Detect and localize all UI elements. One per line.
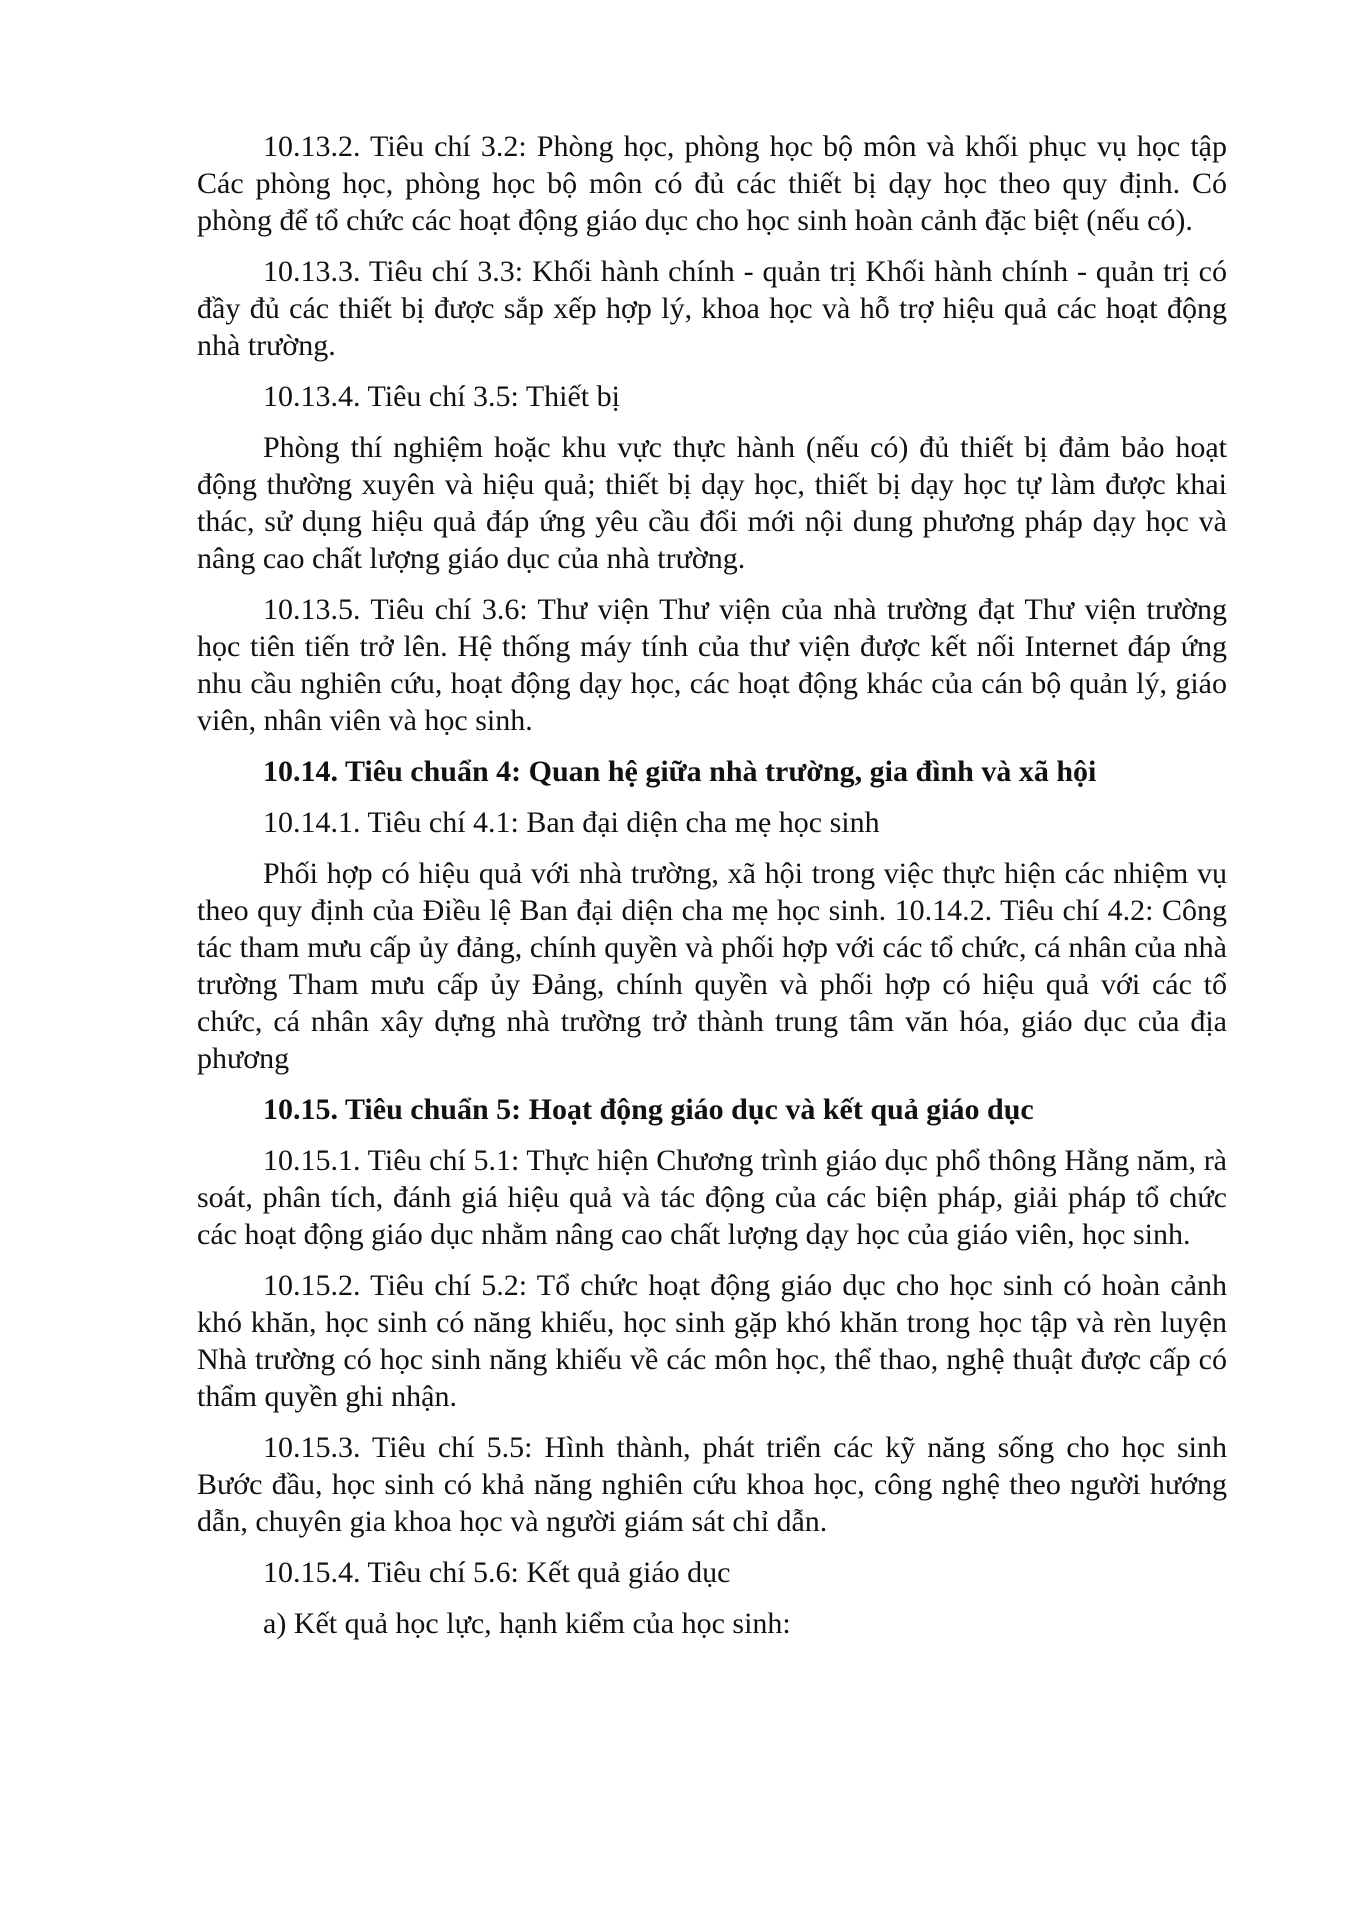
paragraph-10-15-3: 10.15.3. Tiêu chí 5.5: Hình thành, phát triển các kỹ năng sống cho học sinh Bước đầu, học sinh có khả năng nghiên cứu khoa học, công nghệ theo người hướng dẫn, chuyên gia khoa học và người giám sát chỉ dẫn.: [197, 1431, 1227, 1538]
paragraph-10-13-2: 10.13.2. Tiêu chí 3.2: Phòng học, phòng học bộ môn và khối phục vụ học tập Các phòng học, phòng học bộ môn có đủ các thiết bị dạy học theo quy định. Có phòng để tổ chức các hoạt động giáo dục cho học sinh hoàn cảnh đặc biệt (nếu có).: [197, 130, 1227, 237]
paragraph-10-15-1: 10.15.1. Tiêu chí 5.1: Thực hiện Chương trình giáo dục phổ thông Hằng năm, rà soát, phân tích, đánh giá hiệu quả và tác động của các biện pháp, giải pháp tổ chức các hoạt động giáo dục nhằm nâng cao chất lượng dạy học của giáo viên, học sinh.: [197, 1144, 1227, 1251]
paragraph-10-13-5: 10.13.5. Tiêu chí 3.6: Thư viện Thư viện của nhà trường đạt Thư viện trường học tiên tiến trở lên. Hệ thống máy tính của thư viện được kết nối Internet đáp ứng nhu cầu nghiên cứu, hoạt động dạy học, các hoạt động khác của cán bộ quản lý, giáo viên, nhân viên và học sinh.: [197, 593, 1227, 737]
paragraph-coordination: Phối hợp có hiệu quả với nhà trường, xã hội trong việc thực hiện các nhiệm vụ theo quy định của Điều lệ Ban đại diện cha mẹ học sinh. 10.14.2. Tiêu chí 4.2: Công tác tham mưu cấp ủy đảng, chính quyền và phối hợp với các tổ chức, cá nhân của nhà trường Tham mưu cấp ủy Đảng, chính quyền và phối hợp có hiệu quả với các tổ chức, cá nhân xây dựng nhà trường trở thành trung tâm văn hóa, giáo dục của địa phương: [197, 857, 1227, 1075]
paragraph-10-14-1: 10.14.1. Tiêu chí 4.1: Ban đại diện cha mẹ học sinh: [263, 806, 880, 839]
paragraph-10-13-3: 10.13.3. Tiêu chí 3.3: Khối hành chính - quản trị Khối hành chính - quản trị có đầy đủ các thiết bị được sắp xếp hợp lý, khoa học và hỗ trợ hiệu quả các hoạt động nhà trường.: [197, 255, 1227, 362]
paragraph-10-15-2: 10.15.2. Tiêu chí 5.2: Tổ chức hoạt động giáo dục cho học sinh có hoàn cảnh khó khăn, học sinh có năng khiếu, học sinh gặp khó khăn trong học tập và rèn luyện Nhà trường có học sinh năng khiếu về các môn học, thể thao, nghệ thuật được cấp có thẩm quyền ghi nhận.: [197, 1269, 1227, 1413]
paragraph-10-13-4: 10.13.4. Tiêu chí 3.5: Thiết bị: [263, 380, 620, 413]
paragraph-10-15-4: 10.15.4. Tiêu chí 5.6: Kết quả giáo dục: [263, 1556, 731, 1589]
paragraph-equipment: Phòng thí nghiệm hoặc khu vực thực hành (nếu có) đủ thiết bị đảm bảo hoạt động thường xuyên và hiệu quả; thiết bị dạy học, thiết bị dạy học tự làm được khai thác, sử dụng hiệu quả đáp ứng yêu cầu đổi mới nội dung phương pháp dạy học và nâng cao chất lượng giáo dục của nhà trường.: [197, 431, 1227, 575]
section-heading-10-14: 10.14. Tiêu chuẩn 4: Quan hệ giữa nhà trường, gia đình và xã hội: [263, 755, 1097, 788]
paragraph-results-a: a) Kết quả học lực, hạnh kiểm của học sinh:: [263, 1607, 791, 1640]
section-heading-10-15: 10.15. Tiêu chuẩn 5: Hoạt động giáo dục và kết quả giáo dục: [263, 1093, 1034, 1126]
